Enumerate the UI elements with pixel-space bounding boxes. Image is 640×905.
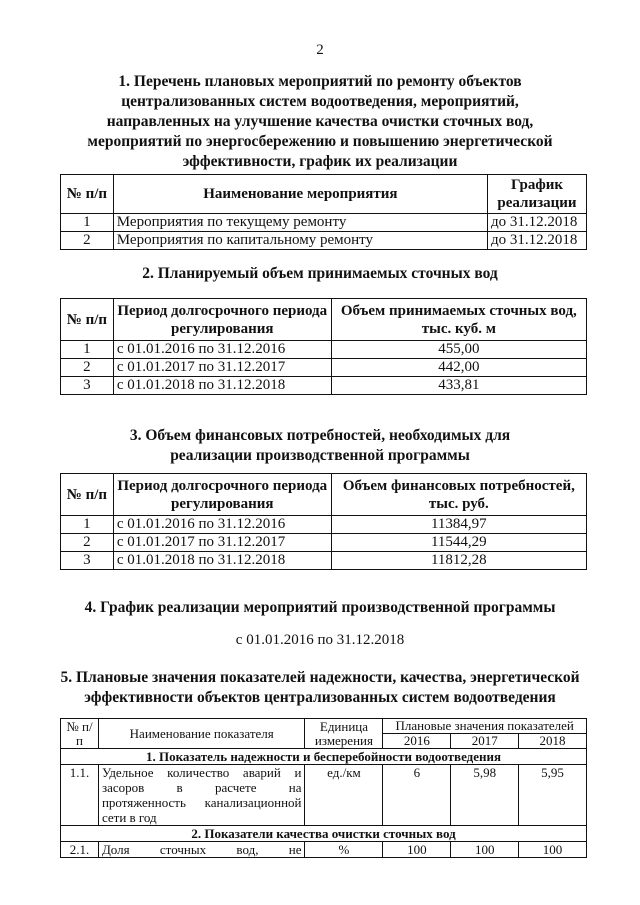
table-row [61, 552, 587, 570]
group-title: 2. Показатели качества очистки сточных вод [61, 826, 587, 842]
row-value: 6 [383, 765, 451, 826]
header-name: Наименование мероприятия [113, 175, 487, 214]
row-num: 2 [61, 359, 114, 377]
measures-table [60, 174, 587, 250]
row-value: 100 [451, 842, 519, 858]
group-title: 1. Показатель надежности и бесперебойности водоотведения [61, 749, 587, 765]
section1-title-line: централизованных систем водоотведения, мероприятий, [121, 93, 519, 110]
row-name-text: Доля сточных вод, не [101, 842, 302, 857]
table-row [61, 232, 587, 250]
row-value: 100 [519, 842, 587, 858]
section1-title-line: 1. Перечень плановых мероприятий по ремонту объектов [118, 73, 522, 90]
page-number: 2 [316, 42, 324, 58]
row-period: с 01.01.2018 по 31.12.2018 [113, 377, 331, 395]
wastewater-volume-table [60, 298, 587, 395]
row-num: 2 [61, 534, 114, 552]
row-num: 1 [61, 214, 114, 232]
group-row [61, 826, 587, 842]
row-num: 3 [61, 552, 114, 570]
table-header-row [61, 474, 587, 516]
indicators-table [60, 718, 587, 858]
financial-needs-table [60, 473, 587, 570]
row-value: 100 [383, 842, 451, 858]
row-num: 2.1. [61, 842, 99, 858]
row-value: 442,00 [331, 359, 586, 377]
row-num: 1 [61, 516, 114, 534]
row-num: 1 [61, 341, 114, 359]
table-header-row [61, 719, 587, 734]
row-schedule: до 31.12.2018 [488, 232, 587, 250]
row-value: 5,95 [519, 765, 587, 826]
header-year: 2017 [451, 734, 519, 749]
row-period: с 01.01.2016 по 31.12.2016 [113, 341, 331, 359]
header-period: Период долгосрочного периода регулирования [113, 474, 331, 516]
row-name: Мероприятия по капитальному ремонту [113, 232, 487, 250]
row-value: 433,81 [331, 377, 586, 395]
row-value: 11544,29 [331, 534, 586, 552]
section2-title [60, 264, 580, 284]
group-row [61, 749, 587, 765]
section3-title [60, 426, 580, 466]
table-row [61, 377, 587, 395]
row-unit: ед./км [305, 765, 383, 826]
header-period: Период долгосрочного периода регулирования [113, 299, 331, 341]
table-row [61, 842, 587, 858]
table-row [61, 765, 587, 826]
section3-title-line: 3. Объем финансовых потребностей, необходимых для [129, 427, 511, 444]
header-num: № п/п [61, 175, 114, 214]
row-num: 1.1. [61, 765, 99, 826]
row-value: 11384,97 [331, 516, 586, 534]
section5-title-line: 5. Плановые значения показателей надежности, качества, энергетической [60, 669, 580, 686]
section2-title-line: 2. Планируемый объем принимаемых сточных вод [142, 265, 498, 282]
row-name: Мероприятия по текущему ремонту [113, 214, 487, 232]
section5-title-line: эффективности объектов централизованных систем водоотведения [84, 689, 556, 706]
row-period: с 01.01.2017 по 31.12.2017 [113, 359, 331, 377]
section1-title-line: эффективности, график их реализации [182, 153, 458, 170]
row-name [98, 842, 305, 858]
row-num: 3 [61, 377, 114, 395]
row-name: Удельное количество аварий и засоров в расчете на протяженность канализационной сети в год [98, 765, 305, 826]
header-volume: Объем финансовых потребностей, тыс. руб. [331, 474, 586, 516]
header-year: 2016 [383, 734, 451, 749]
row-period: с 01.01.2016 по 31.12.2016 [113, 516, 331, 534]
header-num: № п/п [61, 474, 114, 516]
table-header-row [61, 175, 587, 214]
row-value: 455,00 [331, 341, 586, 359]
table-row [61, 516, 587, 534]
row-value: 11812,28 [331, 552, 586, 570]
header-schedule: График реализации [488, 175, 587, 214]
section4-title [60, 598, 580, 618]
row-schedule: до 31.12.2018 [488, 214, 587, 232]
header-planned: Плановые значения показателей [383, 719, 587, 734]
header-unit: Единица измерения [305, 719, 383, 749]
header-name: Наименование показателя [98, 719, 305, 749]
row-period: с 01.01.2018 по 31.12.2018 [113, 552, 331, 570]
header-year: 2018 [519, 734, 587, 749]
header-num: № п/п [61, 719, 99, 749]
table-header-row [61, 299, 587, 341]
header-volume: Объем принимаемых сточных вод, тыс. куб. м [331, 299, 586, 341]
table-row [61, 214, 587, 232]
table-row [61, 359, 587, 377]
section3-title-line: реализации производственной программы [170, 447, 470, 464]
row-period: с 01.01.2017 по 31.12.2017 [113, 534, 331, 552]
table-row [61, 534, 587, 552]
section1-title-line: мероприятий по энергосбережению и повышению энергетической [87, 133, 553, 150]
schedule-dates: с 01.01.2016 по 31.12.2018 [235, 632, 405, 648]
row-num: 2 [61, 232, 114, 250]
table-row [61, 341, 587, 359]
section1-title [60, 72, 580, 172]
row-value: 5,98 [451, 765, 519, 826]
header-num: № п/п [61, 299, 114, 341]
row-unit: % [305, 842, 383, 858]
section4-title-line: 4. График реализации мероприятий производственной программы [84, 599, 556, 616]
section1-title-line: направленных на улучшение качества очистки сточных вод, [106, 113, 534, 130]
section5-title [60, 668, 580, 708]
